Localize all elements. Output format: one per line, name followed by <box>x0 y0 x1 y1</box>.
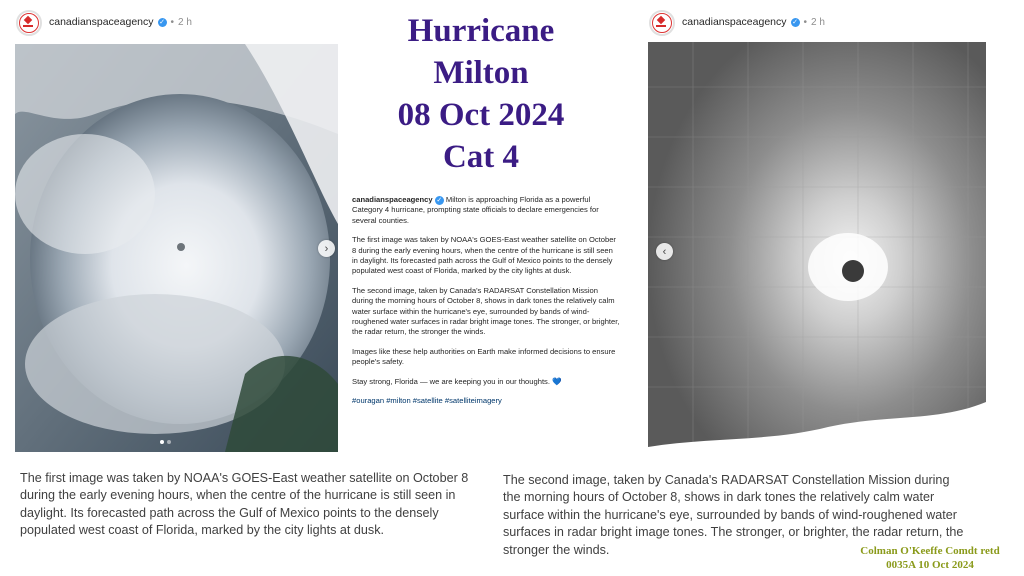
chevron-right-icon[interactable]: › <box>318 240 335 257</box>
left-image-description: The first image was taken by NOAA's GOES-East weather satellite on October 8 during the early evening hours, when the centre of the hurricane is still seen in daylight. Its forecasted path across the Gulf of Mexico points to the densely populated west coast of Florida, marked by the city lights at dusk. <box>20 471 469 538</box>
right-post-time: 2 h <box>811 16 825 28</box>
left-post-image <box>15 44 338 452</box>
left-post-avatar[interactable] <box>16 10 42 36</box>
csa-logo-icon <box>652 13 672 33</box>
caption-paragraph-1: Milton is approaching Florida as a powerful Category 4 hurricane, prompting state officials to declare emergencies for several counties. <box>352 195 599 225</box>
right-post-image <box>648 42 986 462</box>
heart-icon: 💙 <box>552 376 562 386</box>
title-line-3: 08 Oct 2024 <box>397 97 565 133</box>
verified-badge-icon: ✓ <box>436 197 443 204</box>
caption-hashtags[interactable]: #ouragan #milton #satellite #satelliteimagery <box>352 396 502 406</box>
verified-badge-icon: ✓ <box>792 18 798 26</box>
right-post-avatar[interactable] <box>649 10 675 36</box>
csa-logo-icon <box>19 13 39 33</box>
left-carousel-dots <box>160 440 171 444</box>
chevron-left-icon[interactable]: ‹ <box>656 243 673 260</box>
verified-badge-icon: ✓ <box>159 18 165 26</box>
right-post-header <box>682 16 825 28</box>
title-line-1: Hurricane <box>407 13 555 49</box>
title-line-4: Cat 4 <box>442 139 520 175</box>
left-post-time: 2 h <box>178 16 192 28</box>
title-line-2: Milton <box>433 55 529 91</box>
right-post-username[interactable]: canadianspaceagency <box>682 16 787 28</box>
caption-paragraph-5: Stay strong, Florida — we are keeping you in our thoughts. <box>352 376 550 386</box>
carousel-dot-2 <box>167 440 171 444</box>
left-post-header <box>49 16 192 28</box>
credit-line-1: Colman O'Keeffe Comdt retd <box>860 545 1000 557</box>
caption-paragraph-3: The second image, taken by Canada's RADARSAT Constellation Mission during the morning hours of October 8, shows in dark tones the relatively calm water surface within the hurricane's eye, surrounded by bands of wind-roughened water surfaces in radar bright image tones. The stronger, or brighter, the radar return, the stronger the winds. <box>352 285 620 337</box>
right-post-separator: • <box>803 16 808 28</box>
post-caption <box>352 195 620 416</box>
credit-line-2: 0035A 10 Oct 2024 <box>886 559 974 571</box>
radarsat-image <box>648 42 986 462</box>
goes-satellite-image <box>15 44 338 452</box>
left-post-separator: • <box>170 16 175 28</box>
left-post-username[interactable]: canadianspaceagency <box>49 16 154 28</box>
caption-paragraph-2: The first image was taken by NOAA's GOES-East weather satellite on October 8 during the early evening hours, when the centre of the hurricane is still seen in daylight. Its forecasted path across the Gulf of Mexico points to the densely populated west coast of Florida, marked by the city lights at dusk. <box>352 235 616 276</box>
caption-paragraph-4: Images like these help authorities on Earth make informed decisions to ensure people's safety. <box>352 346 616 367</box>
carousel-dot-1 <box>160 440 164 444</box>
right-image-description: The second image, taken by Canada's RADARSAT Constellation Mission during the morning hours of October 8, shows in dark tones the relatively calm water surface within the hurricane's eye, surrounded by bands of wind-roughened water surfaces in radar bright image tones. The stronger, or brighter, the radar return, the stronger the winds. <box>503 473 964 557</box>
caption-username[interactable]: canadianspaceagency <box>352 195 433 204</box>
